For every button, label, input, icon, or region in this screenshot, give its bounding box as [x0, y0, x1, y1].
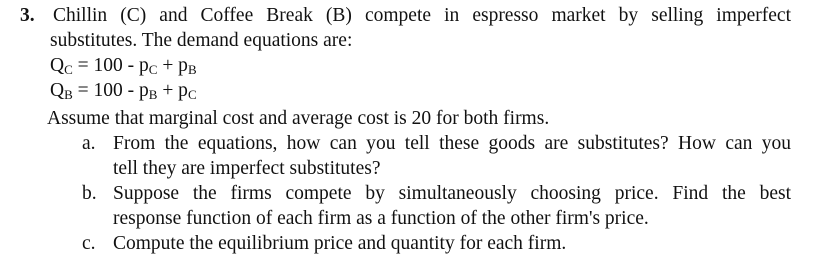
part-b-line-2: response function of each firm as a function of the other firm's price. [113, 208, 649, 229]
eq1-rhs: = 100 - p [77, 55, 149, 76]
eq1-lhs-sub: C [64, 62, 73, 77]
eq1-plus: + p [157, 55, 188, 76]
eq1-p2-sub: B [187, 62, 197, 77]
assumption-text: Assume that marginal cost and average cost is 20 for both firms. [47, 108, 550, 129]
part-a-line-2: tell they are imperfect substitutes? [113, 158, 381, 179]
part-b-line-1: Suppose the firms compete by simultaneously choosing price. Find the best [113, 183, 791, 204]
eq2-p1-sub: B [148, 87, 158, 102]
part-c-label: c. [82, 233, 96, 254]
question-number [20, 4, 35, 28]
demand-equation-b [50, 79, 197, 107]
part-a-label: a. [82, 133, 96, 154]
eq2-p2-sub: C [187, 87, 197, 102]
intro-line-2: substitutes. The demand equations are: [50, 30, 353, 51]
eq1-lhs: Q [50, 55, 65, 76]
intro-line-1: Chillin (C) and Coffee Break (B) compete in espresso market by selling imperfect [53, 5, 791, 26]
eq2-rhs: = 100 - p [77, 80, 149, 101]
part-a-line-1: From the equations, how can you tell these goods are substitutes? How can you [113, 133, 791, 154]
eq2-lhs-sub: B [64, 87, 73, 102]
eq2-plus: + p [157, 80, 188, 101]
part-c-line-1: Compute the equilibrium price and quantity for each firm. [113, 233, 567, 254]
question-number-text: 3. [20, 5, 35, 26]
eq2-lhs: Q [50, 80, 65, 101]
demand-equation-c [50, 54, 197, 82]
part-b-label: b. [82, 183, 97, 204]
eq1-p1-sub: C [148, 62, 158, 77]
